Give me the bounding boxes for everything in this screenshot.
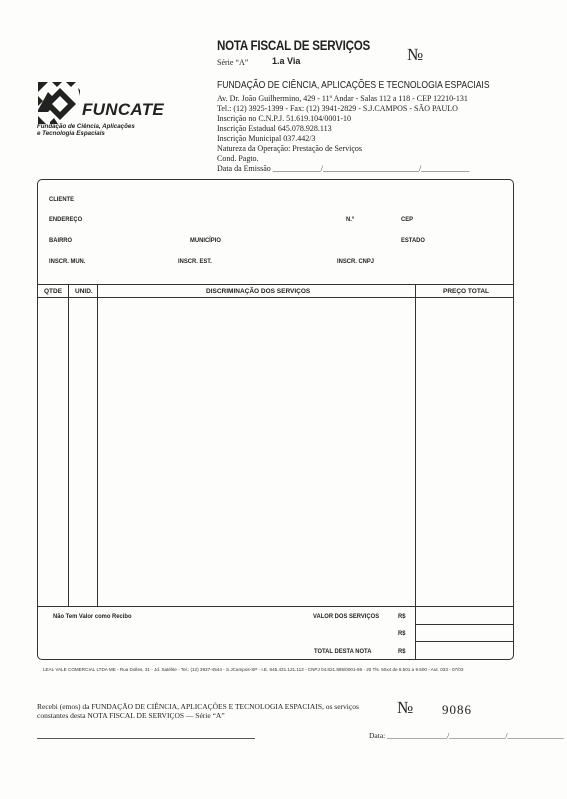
receipt-line-1: Recebi (emos) da FUNDAÇÃO DE CIÊNCIA, APLICAÇÕES E TECNOLOGIA ESPACIAIS, os serviços — [37, 702, 359, 711]
col-divider-unid — [97, 284, 98, 606]
valor-servicos-label: VALOR DOS SERVIÇOS — [313, 613, 380, 620]
address-label: ENDEREÇO — [49, 216, 83, 223]
number-label: N.º — [346, 216, 354, 223]
table-top-divider — [37, 284, 514, 285]
data-emissao: Data da Emissão ____________/________________________/____________ — [217, 164, 470, 173]
col-divider-preco — [415, 284, 416, 660]
total-row-line-1 — [415, 624, 514, 625]
receipt-line-2: constantes desta NOTA FISCAL DE SERVIÇOS — Série “A” — [37, 711, 225, 720]
table-header-divider — [37, 297, 514, 298]
total-nota-label: TOTAL DESTA NOTA — [314, 648, 372, 655]
org-inscricao-estadual: Inscrição Estadual 645.078.928.113 — [217, 124, 332, 133]
document-title: NOTA FISCAL DE SERVIÇOS — [217, 38, 370, 53]
currency-label-3: R$ — [398, 648, 406, 655]
currency-label-1: R$ — [398, 613, 406, 620]
funcate-logo-icon — [38, 82, 80, 124]
client-label: CLIENTE — [49, 196, 75, 203]
org-cnpj: Inscrição no C.N.P.J. 51.619.104/0001-10 — [217, 114, 351, 123]
logo-subtitle-line2: e Tecnologia Espaciais — [37, 130, 105, 137]
org-address: Av. Dr. João Guilhermino, 429 - 11º Andar - Salas 112 a 118 - CEP 12210-131 — [217, 94, 468, 103]
municipality-label: MUNICÍPIO — [190, 237, 221, 244]
via-label: 1.a Via — [272, 56, 301, 66]
number-symbol: № — [407, 45, 424, 64]
receipt-date: Data: ________________/_______________/_______________ — [369, 731, 564, 740]
logo-wordmark: FUNCATE — [82, 100, 165, 119]
serie-label: Série “A” — [217, 58, 249, 67]
no-receipt-note: Não Tem Valor como Recibo — [53, 613, 132, 620]
logo-subtitle — [37, 123, 135, 137]
discriminacao-header: DISCRIMINAÇÃO DOS SERVIÇOS — [206, 288, 311, 295]
inscr-est-label: INSCR. EST. — [178, 258, 212, 265]
inscr-cnpj-label: INSCR. CNPJ — [337, 258, 375, 265]
col-divider-qtde — [68, 284, 69, 606]
totals-divider — [37, 606, 514, 607]
cep-label: CEP — [401, 216, 414, 223]
logo-subtitle-line1: Fundação de Ciência, Aplicações — [37, 123, 135, 130]
state-label: ESTADO — [401, 237, 425, 244]
org-phones: Tel.: (12) 3925-1399 - Fax: (12) 3941-2829 - S.J.CAMPOS - SÃO PAULO — [217, 104, 458, 113]
qtde-header: QTDE — [44, 288, 63, 295]
receipt-number-symbol: № — [397, 698, 414, 717]
organization-name: FUNDAÇÃO DE CIÊNCIA, APLICAÇÕES E TECNOLOGIA ESPACIAIS — [217, 80, 490, 91]
invoice-number: 9086 — [442, 702, 472, 717]
inscr-mun-label: INSCR. MUN. — [49, 258, 86, 265]
receipt-text — [37, 702, 359, 720]
currency-label-2: R$ — [398, 630, 406, 637]
total-row-line-2 — [415, 641, 514, 642]
org-inscricao-municipal: Inscrição Municipal 037.442/3 — [217, 134, 316, 143]
printer-info: LEAL VALE COMERCIAL LTDA ME - Rua Dolles, 31 - Jd. Satélite - Tel.: (12) 3937-4544 - S.JCampos-SP - I.E. 645.431.121.113 - CNPJ 04.821.895/0001-86 - 20 Tls. 50x4 de 8.501 a 9.500 - Aut. 033 - 07/03 — [43, 667, 464, 672]
preco-header: PREÇO TOTAL — [443, 288, 489, 295]
invoice-frame — [37, 179, 514, 660]
unid-header: UNID. — [75, 288, 93, 295]
natureza-operacao: Natureza da Operação: Prestação de Serviços — [217, 144, 363, 153]
condicao-pagamento: Cond. Pagto. — [217, 154, 259, 163]
neighborhood-label: BAIRRO — [49, 237, 73, 244]
signature-line — [37, 738, 255, 739]
